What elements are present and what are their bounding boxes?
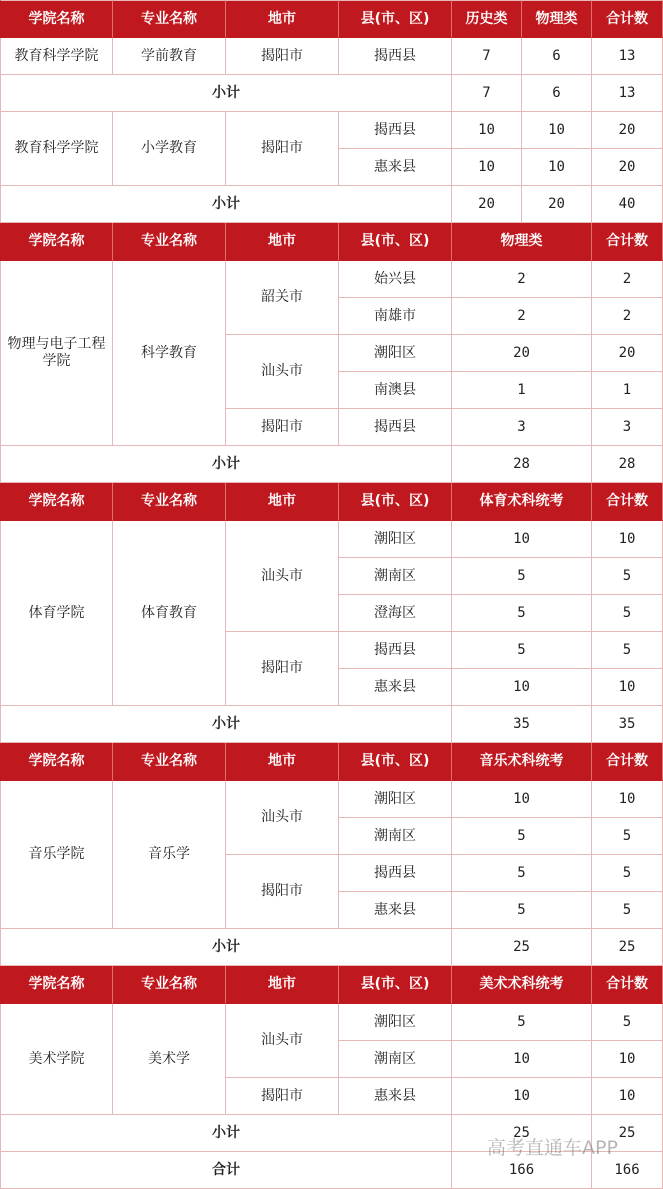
total: 10 [592,1041,663,1078]
count-a: 5 [452,818,592,855]
county: 惠来县 [339,669,452,706]
subtotal-label: 小计 [0,186,452,223]
college-name: 教育科学学院 [0,38,113,75]
college-name: 美术学院 [0,1004,113,1115]
major-header: 专业名称 [113,223,226,261]
total: 10 [592,781,663,818]
category-header: 物理类 [452,223,592,261]
major-name: 学前教育 [113,38,226,75]
county: 揭西县 [339,409,452,446]
total: 5 [592,892,663,929]
college-header: 学院名称 [0,223,113,261]
total: 5 [592,818,663,855]
county: 惠来县 [339,149,452,186]
category-header: 体育术科统考 [452,483,592,521]
total: 5 [592,1004,663,1041]
county: 潮南区 [339,818,452,855]
city: 揭阳市 [226,1078,339,1115]
total: 13 [592,38,663,75]
college-name: 教育科学学院 [0,112,113,186]
county-header: 县(市、区) [339,966,452,1004]
city: 揭阳市 [226,632,339,706]
city: 汕头市 [226,1004,339,1078]
total: 2 [592,261,663,298]
city: 揭阳市 [226,855,339,929]
total-header: 合计数 [592,223,663,261]
total: 40 [592,186,663,223]
count-a: 10 [452,112,522,149]
city: 汕头市 [226,521,339,632]
category-header: 美术术科统考 [452,966,592,1004]
total: 20 [592,149,663,186]
total: 20 [592,335,663,372]
county-header: 县(市、区) [339,743,452,781]
city: 揭阳市 [226,409,339,446]
city-header: 地市 [226,743,339,781]
count-a: 25 [452,1115,592,1152]
city-header: 地市 [226,0,339,38]
city: 揭阳市 [226,38,339,75]
county: 潮阳区 [339,781,452,818]
college-header: 学院名称 [0,743,113,781]
college-header: 学院名称 [0,483,113,521]
total: 10 [592,1078,663,1115]
total: 35 [592,706,663,743]
count-a: 1 [452,372,592,409]
major-header: 专业名称 [113,743,226,781]
count-a: 10 [452,781,592,818]
major-header: 专业名称 [113,0,226,38]
county: 潮南区 [339,1041,452,1078]
count-a: 5 [452,558,592,595]
count-a: 10 [452,669,592,706]
city: 汕头市 [226,335,339,409]
county-header: 县(市、区) [339,223,452,261]
total: 10 [592,521,663,558]
count-a: 5 [452,1004,592,1041]
category-header: 音乐术科统考 [452,743,592,781]
county: 始兴县 [339,261,452,298]
city-header: 地市 [226,966,339,1004]
college-name: 音乐学院 [0,781,113,929]
count-b: 6 [522,75,592,112]
total-header: 合计数 [592,0,663,38]
city-header: 地市 [226,223,339,261]
watermark: 高考直通车APP [487,1137,618,1159]
major-header: 专业名称 [113,966,226,1004]
county: 潮阳区 [339,521,452,558]
total: 1 [592,372,663,409]
county: 潮阳区 [339,335,452,372]
total: 20 [592,112,663,149]
county: 揭西县 [339,632,452,669]
total: 3 [592,409,663,446]
count-a: 10 [452,521,592,558]
county: 南雄市 [339,298,452,335]
college-header: 学院名称 [0,0,113,38]
county: 潮南区 [339,558,452,595]
count-a: 7 [452,75,522,112]
count-b: 10 [522,149,592,186]
grand-total-label: 合计 [0,1152,452,1189]
total: 10 [592,669,663,706]
college-name: 体育学院 [0,521,113,706]
count-b: 6 [522,38,592,75]
county: 澄海区 [339,595,452,632]
count-a: 5 [452,632,592,669]
county: 揭西县 [339,855,452,892]
county: 惠来县 [339,1078,452,1115]
count-a: 3 [452,409,592,446]
county: 揭西县 [339,38,452,75]
major-name: 美术学 [113,1004,226,1115]
city: 汕头市 [226,781,339,855]
major-name: 小学教育 [113,112,226,186]
count-a: 2 [452,261,592,298]
total: 25 [592,1115,663,1152]
subtotal-label: 小计 [0,75,452,112]
total: 13 [592,75,663,112]
major-name: 科学教育 [113,261,226,446]
subtotal-label: 小计 [0,929,452,966]
count-a: 5 [452,855,592,892]
total: 5 [592,595,663,632]
total: 25 [592,929,663,966]
county: 揭西县 [339,112,452,149]
county: 南澳县 [339,372,452,409]
count-b: 20 [522,186,592,223]
count-a: 10 [452,1041,592,1078]
college-name: 物理与电子工程学院 [0,261,113,446]
county: 潮阳区 [339,1004,452,1041]
count-a: 7 [452,38,522,75]
count-a: 35 [452,706,592,743]
total: 28 [592,446,663,483]
count-a: 5 [452,595,592,632]
total-header: 合计数 [592,483,663,521]
total: 5 [592,855,663,892]
subtotal-label: 小计 [0,446,452,483]
count-b: 10 [522,112,592,149]
total: 2 [592,298,663,335]
total-header: 合计数 [592,743,663,781]
total: 5 [592,558,663,595]
total: 166 [592,1152,663,1189]
total: 5 [592,632,663,669]
count-a: 25 [452,929,592,966]
category-header: 历史类 [452,0,522,38]
county-header: 县(市、区) [339,0,452,38]
count-a: 5 [452,892,592,929]
county: 惠来县 [339,892,452,929]
category-header-2: 物理类 [522,0,592,38]
count-a: 20 [452,186,522,223]
total-header: 合计数 [592,966,663,1004]
subtotal-label: 小计 [0,706,452,743]
major-header: 专业名称 [113,483,226,521]
college-header: 学院名称 [0,966,113,1004]
major-name: 体育教育 [113,521,226,706]
subtotal-label: 小计 [0,1115,452,1152]
city: 韶关市 [226,261,339,335]
count-a: 28 [452,446,592,483]
city-header: 地市 [226,483,339,521]
count-a: 2 [452,298,592,335]
city: 揭阳市 [226,112,339,186]
county-header: 县(市、区) [339,483,452,521]
count-a: 10 [452,149,522,186]
count-a: 10 [452,1078,592,1115]
count-a: 20 [452,335,592,372]
major-name: 音乐学 [113,781,226,929]
count-a: 166 [452,1152,592,1189]
